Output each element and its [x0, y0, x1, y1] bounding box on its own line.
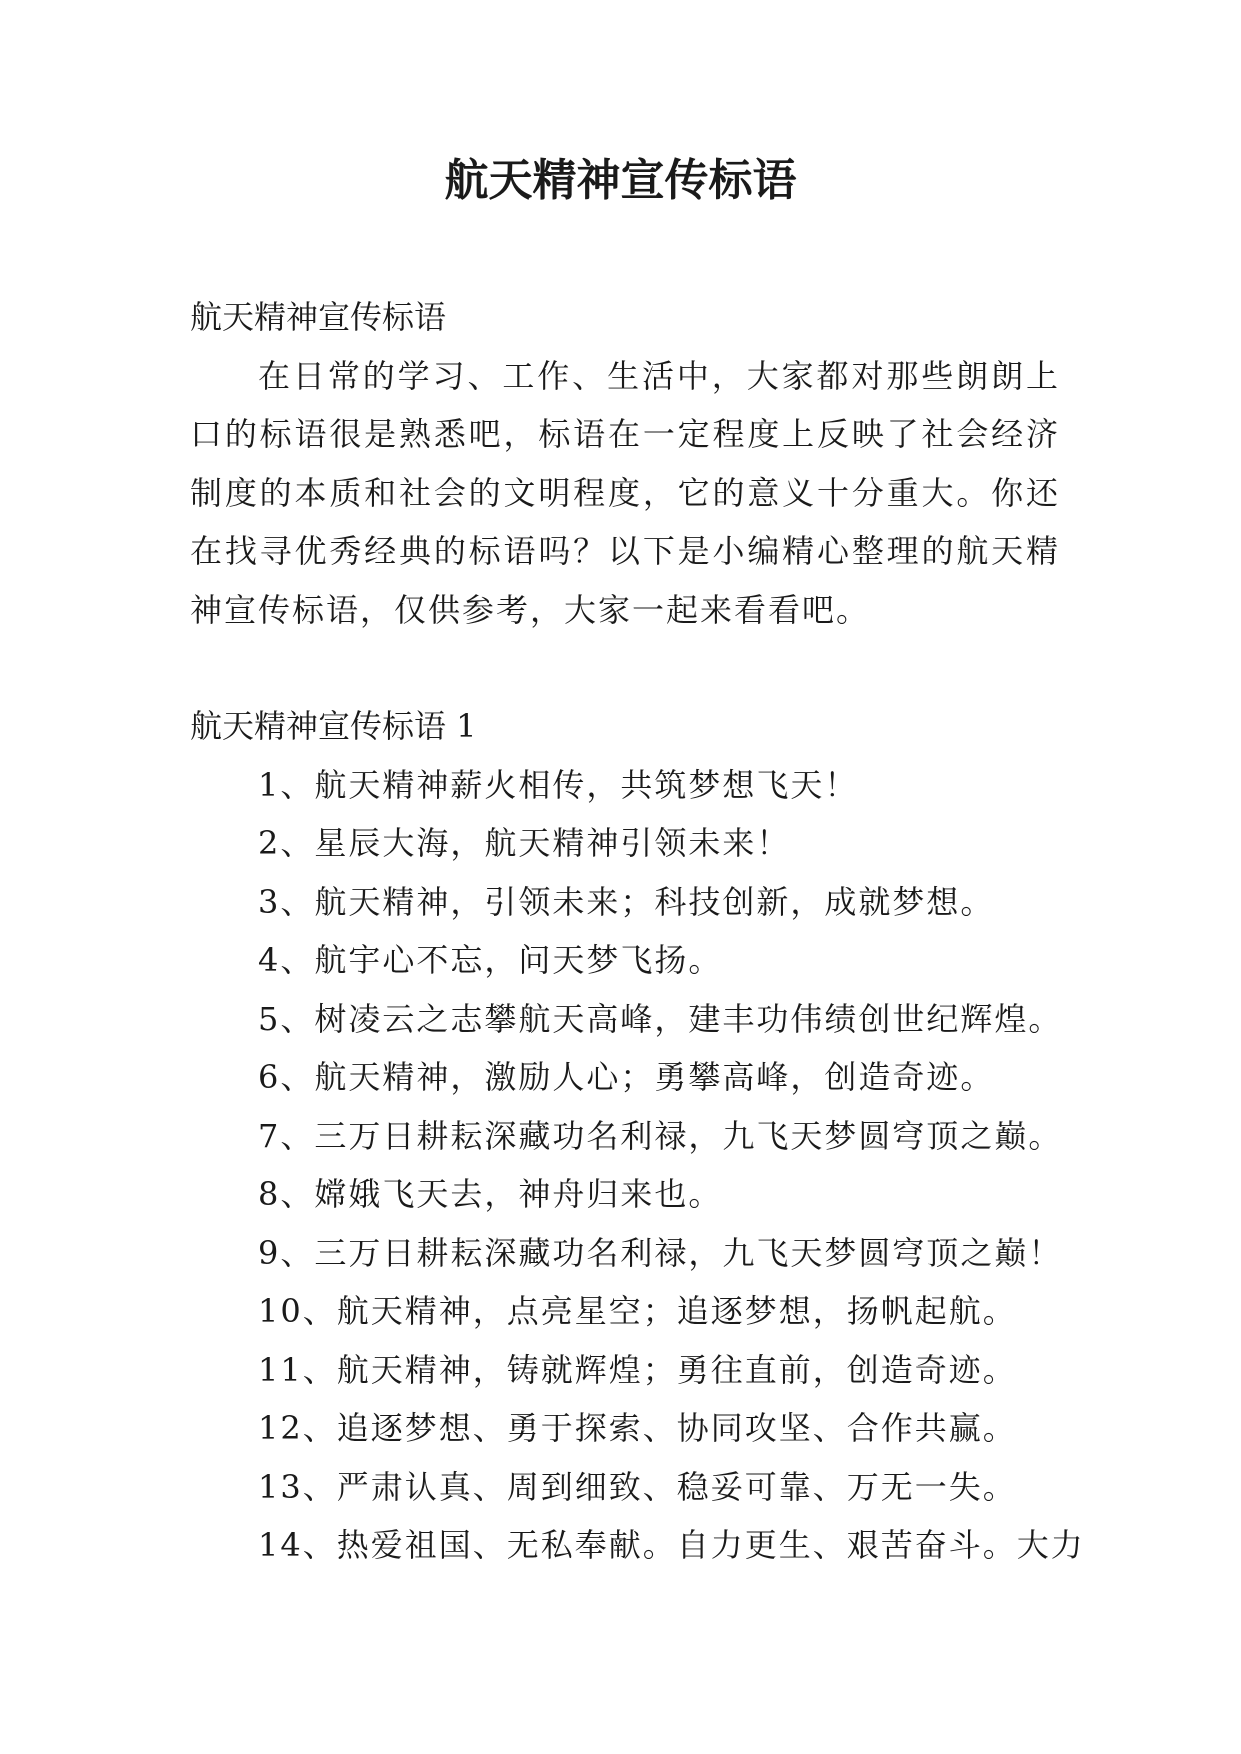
- slogan-item: 4、航宇心不忘，问天梦飞扬。: [258, 941, 723, 979]
- slogan-item: 12、追逐梦想、勇于探索、协同攻坚、合作共赢。: [258, 1409, 1017, 1447]
- slogan-list: [190, 756, 1085, 1575]
- slogan-item: 2、星辰大海，航天精神引领未来！: [258, 824, 791, 862]
- slogan-item: 5、树凌云之志攀航天高峰，建丰功伟绩创世纪辉煌。: [258, 999, 1063, 1038]
- slogan-item: 3、航天精神，引领未来；科技创新，成就梦想。: [258, 882, 995, 921]
- intro-paragraph: 在日常的学习、工作、生活中，大家都对那些朗朗上口的标语很是熟悉吧，标语在一定程度上反映了社会经济制度的本质和社会的文明程度，它的意义十分重大。你还在找寻优秀经典的标语吗？以下是小编精心整理的航天精神宣传标语，仅供参考，大家一起来看看吧。: [190, 356, 1060, 629]
- slogan-item: 9、三万日耕耘深藏功名利禄，九飞天梦圆穹顶之巅！: [258, 1233, 1063, 1272]
- slogan-item: 13、严肃认真、周到细致、稳妥可靠、万无一失。: [258, 1467, 1017, 1506]
- document-title: 航天精神宣传标语: [444, 155, 797, 206]
- slogan-item: 6、航天精神，激励人心；勇攀高峰，创造奇迹。: [258, 1058, 995, 1096]
- slogan-item: 11、航天精神，铸就辉煌；勇往直前，创造奇迹。: [258, 1350, 1017, 1389]
- section-heading: 航天精神宣传标语 1: [190, 707, 477, 745]
- slogan-item: 14、热爱祖国、无私奉献。自力更生、艰苦奋斗。大力: [258, 1526, 1085, 1564]
- document-body: [190, 288, 1085, 1575]
- slogan-item: 8、嫦娥飞天去，神舟归来也。: [258, 1175, 723, 1213]
- slogan-item: 10、航天精神，点亮星空；追逐梦想，扬帆起航。: [258, 1292, 1017, 1330]
- subheading: 航天精神宣传标语: [190, 298, 447, 336]
- slogan-item: 7、三万日耕耘深藏功名利禄，九飞天梦圆穹顶之巅。: [258, 1116, 1063, 1155]
- slogan-item: 1、航天精神薪火相传，共筑梦想飞天！: [258, 765, 859, 804]
- section-spacer: [190, 639, 1060, 697]
